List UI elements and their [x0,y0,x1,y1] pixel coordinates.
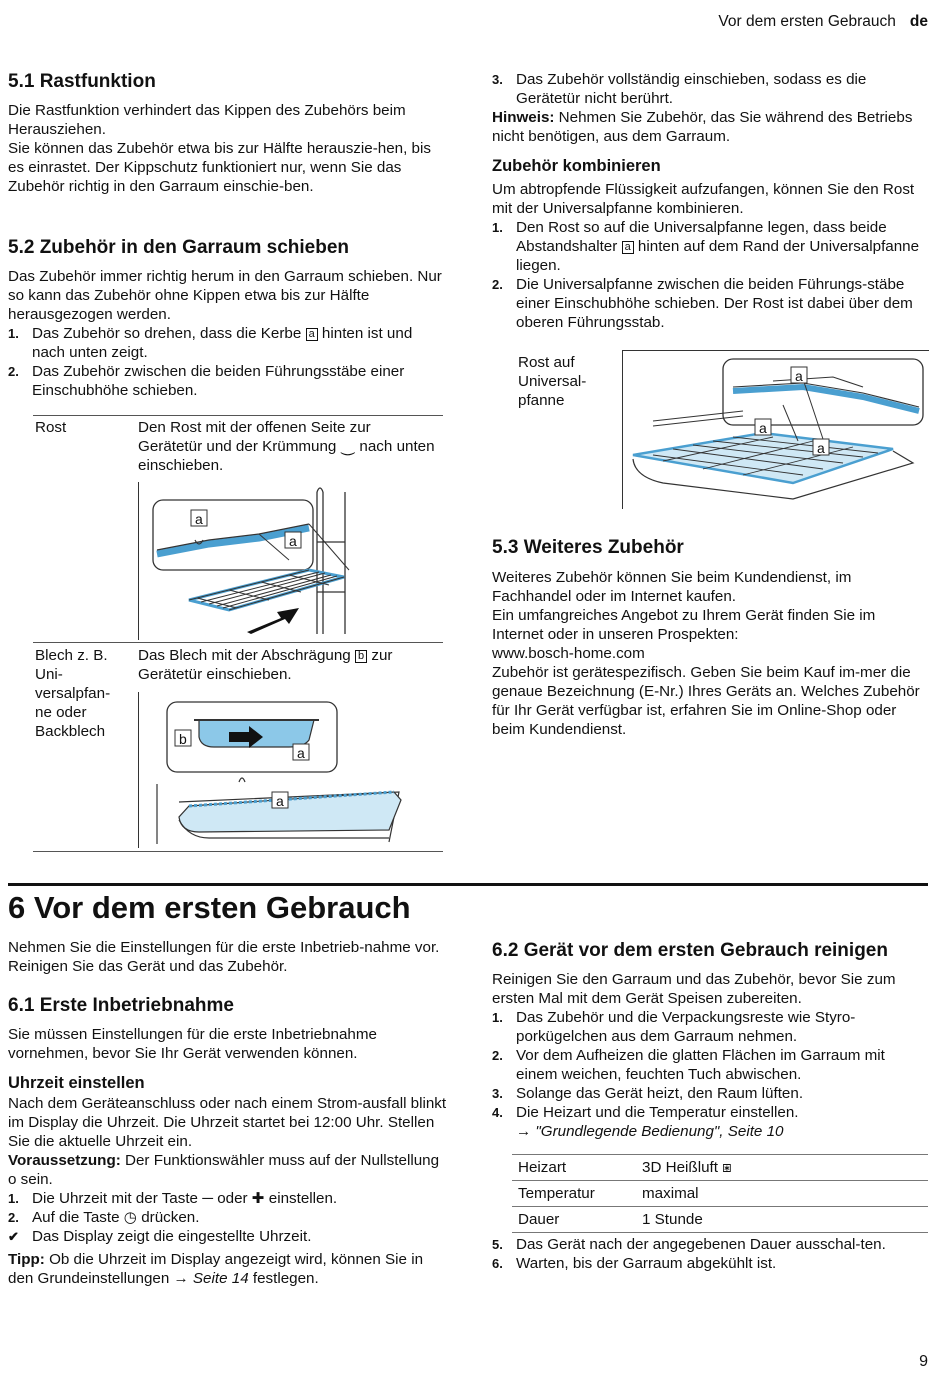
rack-insertion-illustration [138,482,444,640]
label-box-b: b [355,650,367,663]
paragraph: Nehmen Sie die Einstellungen für die erste Inbetrieb-nahme vor. Reinigen Sie das Gerät und das Zubehör. [8,939,440,975]
clean-step-3: 3. Solange das Gerät heizt, den Raum lüften. [492,1085,804,1102]
chapter-6-title: 6 Vor dem ersten Gebrauch [8,890,411,925]
heading-6-2: 6.2 Gerät vor dem ersten Gebrauch reinigen [492,940,888,961]
clock-result: ✔ Das Display zeigt die eingestellte Uhrzeit. [8,1228,312,1245]
callout-a: a [276,793,284,809]
clean-step-4: 4. Die Heizart und die Temperatur einstellen. → "Grundlegende Bedienung", Seite 10 [492,1104,799,1140]
tray-insertion-illustration [138,692,444,848]
row-blech-label: Blech z. B. Uni-versalpfan-ne oder Backblech [35,647,111,740]
callout-b: b [179,731,187,747]
page-reference: Seite 14 [192,1270,249,1287]
paragraph: Sie müssen Einstellungen für die erste Inbetriebnahme vornehmen, bevor Sie Ihr Gerät verwenden können. [8,1026,377,1062]
label-box-a: a [622,241,634,254]
step-1: 1. Das Zubehör so drehen, dass die Kerbe a hinten ist und nach unten zeigt. [8,325,413,361]
heading-5-1: 5.1 Rastfunktion [8,71,156,92]
section-5-1 [8,70,448,196]
clock-step-2: 2. Auf die Taste ◷ drücken. [8,1209,200,1226]
table-row: Dauer 1 Stunde [512,1207,928,1233]
paragraph: Die Rastfunktion verhindert das Kippen des Zubehörs beim Herausziehen. [8,102,406,138]
rack-on-pan-illustration [622,350,929,509]
heading-6-1: 6.1 Erste Inbetriebnahme [8,995,234,1016]
paragraph: Reinigen Sie den Garraum und das Zubehör, bevor Sie zum ersten Mal mit dem Gerät Speisen zubereiten. [492,971,896,1007]
combine-step-1: 1. Den Rost so auf die Universalpfanne legen, dass beide Abstandshalter a hinten auf dem Rand der Universalpfanne liegen. [492,219,920,274]
label-box-a: a [306,328,318,341]
clean-step-2: 2. Vor dem Aufheizen die glatten Flächen im Garraum mit einem weichen, feuchten Tuch abwischen. [492,1047,885,1083]
running-header [718,12,928,31]
clean-step-1: 1. Das Zubehör und die Verpackungsreste wie Styro-porkügelchen aus dem Garraum nehmen. [492,1009,856,1045]
combine-illustration-label: Rost auf Universal-pfanne [518,354,587,409]
section-5-3 [492,536,928,739]
callout-a: a [195,511,203,527]
tip: Tipp: Ob die Uhrzeit im Display angezeigt wird, können Sie in den Grundeinstellungen → Seite 14 festlegen. [8,1251,424,1287]
heading-combine: Zubehör kombinieren [492,157,661,175]
header-lang: de [909,13,928,30]
website-url: www.bosch-home.com [492,645,645,662]
paragraph: Zubehör ist gerätespezifisch. Geben Sie beim Kauf im-mer die genaue Bezeichnung (E-Nr.) Ihres Geräts an. Welches Zubehör für Ihr Gerät verfügbar ist, erfahren Sie im Online-Shop oder beim Kundendienst. [492,664,920,738]
header-section: Vor dem ersten Gebrauch [718,13,896,30]
paragraph: Sie können das Zubehör etwa bis zur Hälfte herauszie-hen, bis es einrastet. Der Kippschutz funktioniert nur, wenn Sie das Zubehör richtig in den Garraum einschie-ben. [8,140,431,195]
table-row: Heizart 3D Heißluft ⧆ [512,1155,928,1181]
callout-a: a [817,440,825,456]
callout-a: a [289,533,297,549]
combine-step-2: 2. Die Universalpfanne zwischen die beiden Führungs-stäbe einer Einschubhöhe schieben. Der Rost ist dabei über dem oberen Führungsstab. [492,276,913,331]
prerequisite: Voraussetzung: Der Funktionswähler muss auf der Nullstellung o sein. [8,1152,440,1188]
heading-clock: Uhrzeit einstellen [8,1074,145,1092]
callout-a: a [297,745,305,761]
section-6-2-cont [492,1235,928,1273]
right-column-top [492,70,928,332]
paragraph: Nach dem Geräteanschluss oder nach einem Strom-ausfall blinkt im Display die Uhrzeit. Die Uhrzeit startet bei 12:00 Uhr. Stellen Sie die aktuelle Uhrzeit ein. [8,1095,447,1150]
check-icon: ✔ [8,1229,19,1244]
clean-step-6: 6. Warten, bis der Garraum abgekühlt ist. [492,1255,777,1272]
section-6-2 [492,939,928,1141]
heading-5-2: 5.2 Zubehör in den Garraum schieben [8,237,350,258]
chapter-rule [8,883,928,886]
row-rost-desc: Den Rost mit der offenen Seite zur Gerätetür und der Krümmung ⏝ nach unten einschieben. [138,419,435,474]
page-reference: → "Grundlegende Bedienung", Seite 10 [516,1123,784,1140]
row-blech-desc: Das Blech mit der Abschrägung b zur Gerätetür einschieben. [138,647,393,683]
table-row: Temperatur maximal [512,1181,928,1207]
hint: Hinweis: Nehmen Sie Zubehör, das Sie während des Betriebs nicht benötigen, aus dem Garraum. [492,109,913,145]
step-3: 3. Das Zubehör vollständig einschieben, sodass es die Gerätetür nicht berührt. [492,71,867,107]
row-rost-label: Rost [35,419,67,436]
section-6-left [8,938,448,1288]
paragraph: Das Zubehör immer richtig herum in den Garraum schieben. Nur so kann das Zubehör ohne Kippen etwa bis zur Hälfte herausgezogen werden. [8,268,442,323]
heading-5-3: 5.3 Weiteres Zubehör [492,537,684,558]
step-2: 2. Das Zubehör zwischen die beiden Führungsstäbe einer Einschubhöhe schieben. [8,363,405,399]
clock-step-1: 1. Die Uhrzeit mit der Taste ─ oder ✚ einstellen. [8,1190,338,1207]
paragraph: Weiteres Zubehör können Sie beim Kundendienst, im Fachhandel oder im Internet kaufen. [492,569,852,605]
callout-a: a [795,368,803,384]
section-5-2 [8,236,448,400]
paragraph: Um abtropfende Flüssigkeit aufzufangen, können Sie den Rost mit der Universalpfanne kombinieren. [492,181,915,217]
paragraph: Ein umfangreiches Angebot zu Ihrem Gerät finden Sie im Internet oder in unseren Prospekten: [492,607,876,643]
settings-table [512,1154,928,1233]
callout-a: a [759,420,767,436]
page-number: 9 [919,1353,928,1370]
clean-step-5: 5. Das Gerät nach der angegebenen Dauer ausschal-ten. [492,1236,886,1253]
